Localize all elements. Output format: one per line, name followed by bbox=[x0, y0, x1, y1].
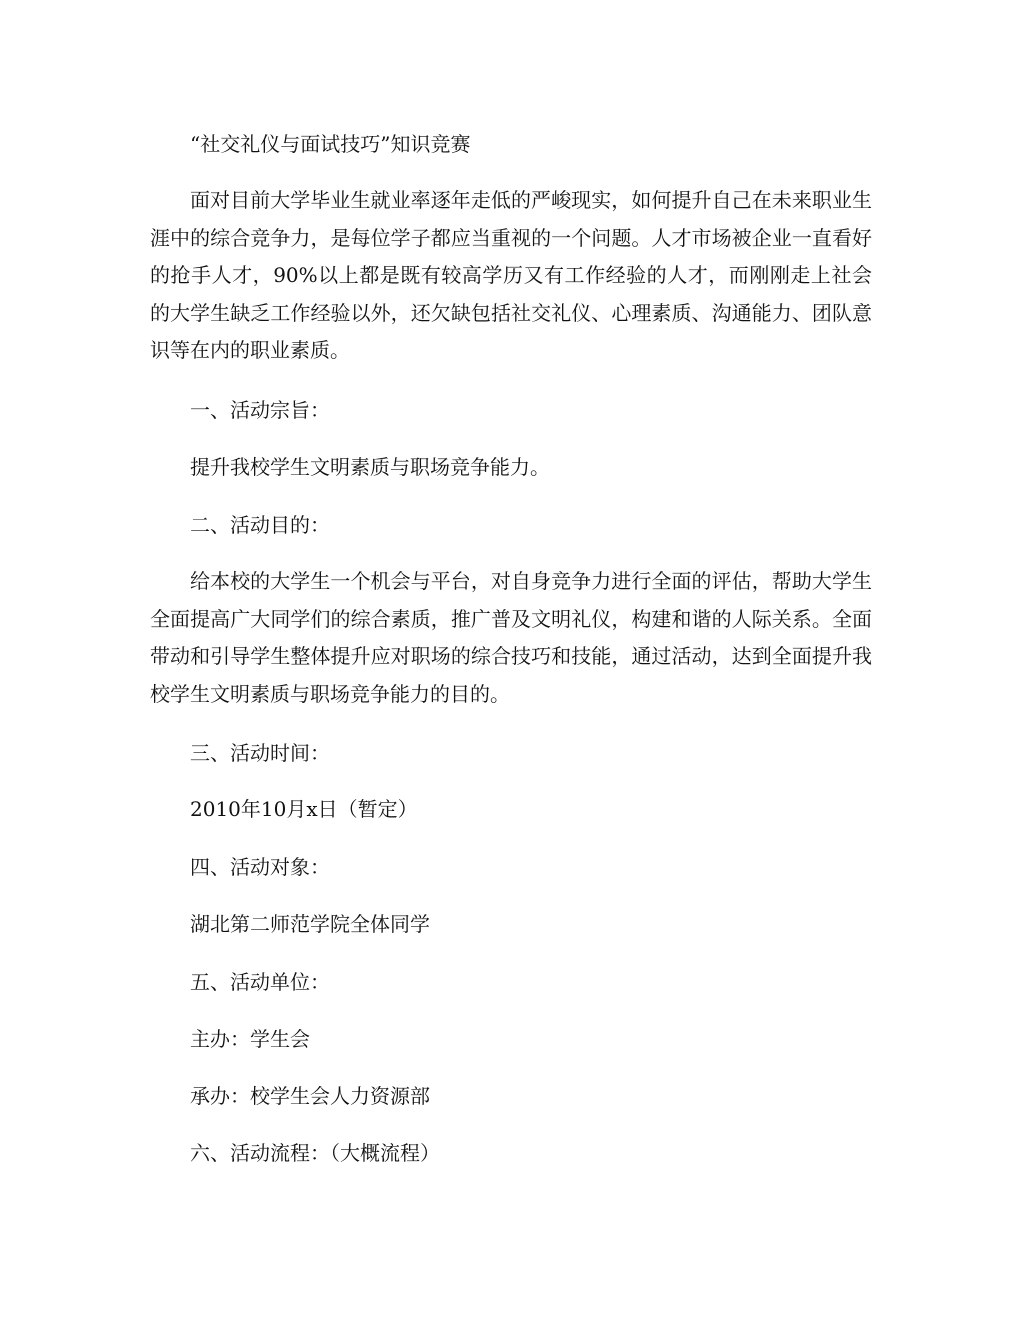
section1-heading: 一、活动宗旨： bbox=[190, 398, 330, 422]
section2-heading: 二、活动目的： bbox=[190, 513, 330, 537]
section1-text: 提升我校学生文明素质与职场竞争能力。 bbox=[190, 455, 550, 479]
section4-heading: 四、活动对象： bbox=[190, 855, 330, 879]
section4-text: 湖北第二师范学院全体同学 bbox=[190, 912, 430, 936]
section5-host: 主办：学生会 bbox=[190, 1027, 310, 1051]
section3-text: 2010年10月x日（暂定） bbox=[190, 797, 418, 821]
section6-heading: 六、活动流程：（大概流程） bbox=[190, 1141, 440, 1165]
section2-paragraph: 给本校的大学生一个机会与平台，对自身竞争力进行全面的评估，帮助大学生全面提高广大同学们的综合素质，推广普及文明礼仪，构建和谐的人际关系。全面带动和引导学生整体提升应对职场的综合技巧和技能，通过活动，达到全面提升我校学生文明素质与职场竞争能力的目的。 bbox=[150, 569, 872, 706]
section3-heading: 三、活动时间： bbox=[190, 741, 330, 765]
section5-organizer: 承办：校学生会人力资源部 bbox=[190, 1084, 430, 1108]
section5-heading: 五、活动单位： bbox=[190, 970, 330, 994]
document-title: “社交礼仪与面试技巧”知识竞赛 bbox=[190, 132, 471, 156]
intro-paragraph: 面对目前大学毕业生就业率逐年走低的严峻现实，如何提升自己在未来职业生涯中的综合竞争力，是每位学子都应当重视的一个问题。人才市场被企业一直看好的抢手人才，90%以上都是既有较高学历又有工作经验的人才，而刚刚走上社会的大学生缺乏工作经验以外，还欠缺包括社交礼仪、心理素质、沟通能力、团队意识等在内的职业素质。 bbox=[150, 188, 872, 362]
